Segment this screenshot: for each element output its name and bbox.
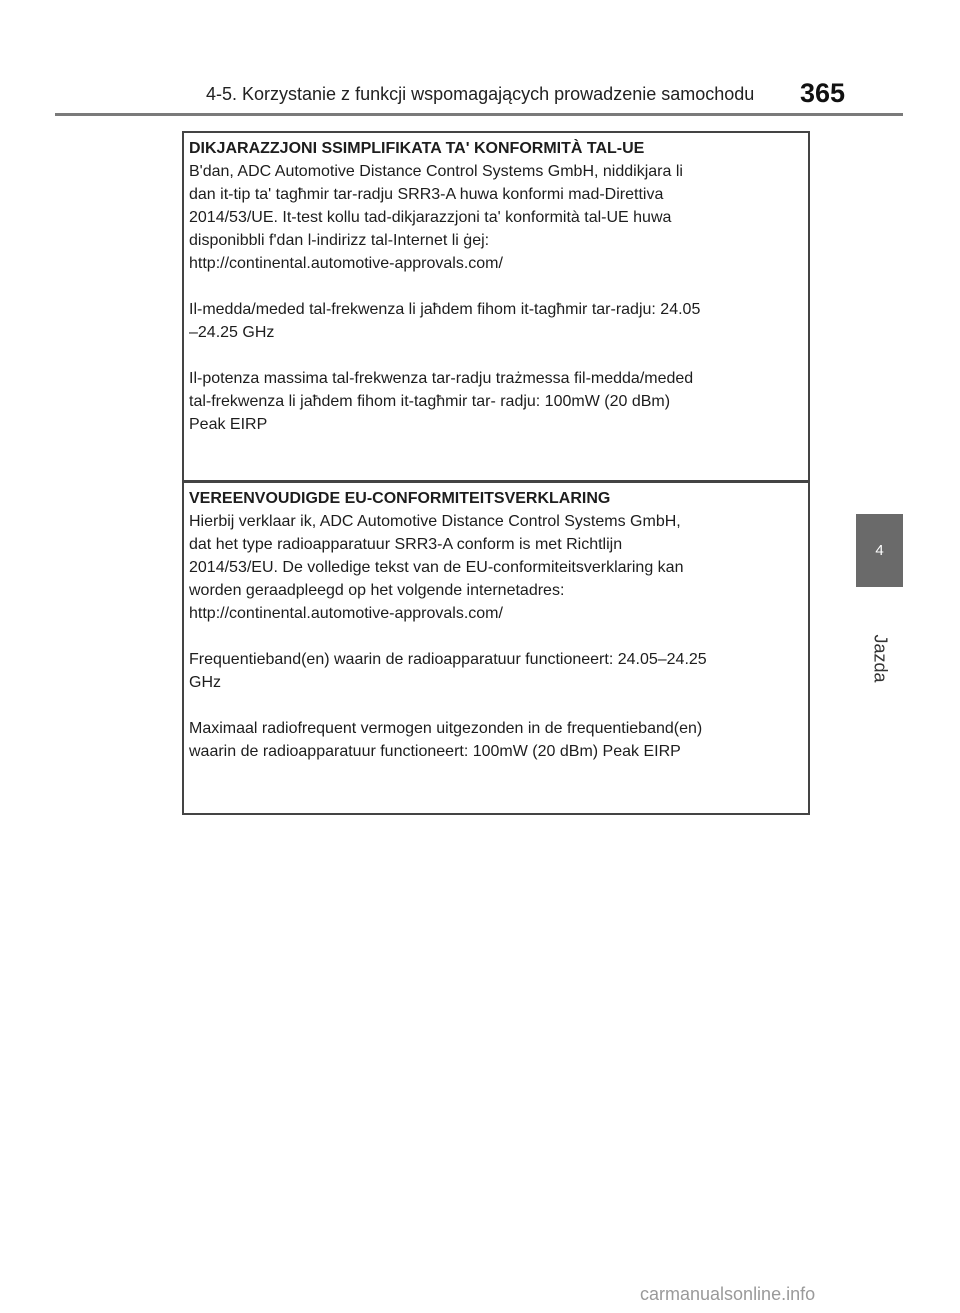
max-power-line: waarin de radioapparatuur functioneert: 100mW (20 dBm) Peak EIRP xyxy=(189,743,681,760)
declaration-line: 2014/53/UE. It-test kollu tad-dikjarazzjoni ta' konformità tal-UE huwa xyxy=(189,209,672,226)
declaration-heading-maltese: DIKJARAZZJONI SSIMPLIFIKATA TA' KONFORMITÀ TAL-UE xyxy=(189,140,645,157)
declaration-line: disponibbli f'dan l-indirizz tal-Internet li ġej: xyxy=(189,232,490,249)
page-number: 365 xyxy=(800,78,846,108)
declaration-line: worden geraadpleegd op het volgende internetadres: xyxy=(189,582,565,599)
declaration-heading-dutch: VEREENVOUDIGDE EU-CONFORMITEITSVERKLARING xyxy=(189,490,611,507)
declaration-line: 2014/53/EU. De volledige tekst van de EU-conformiteitsverklaring kan xyxy=(189,559,684,576)
declaration-box-dutch xyxy=(182,481,810,815)
page-header-title: 4-5. Korzystanie z funkcji wspomagających prowadzenie samochodu xyxy=(206,84,755,104)
declaration-url: http://continental.automotive-approvals.com/ xyxy=(189,605,503,622)
frequency-band-line: –24.25 GHz xyxy=(189,324,275,341)
declaration-line: dan it-tip ta' tagħmir tar-radju SRR3-A huwa konformi mad-Direttiva xyxy=(189,186,664,203)
max-power-line: Maximaal radiofrequent vermogen uitgezonden in de frequentieband(en) xyxy=(189,720,703,737)
chapter-tab: 4 xyxy=(856,514,903,587)
chapter-label-text: Jazda xyxy=(870,633,891,683)
max-power-line: Il-potenza massima tal-frekwenza tar-radju trażmessa fil-medda/meded xyxy=(189,370,694,387)
header-divider xyxy=(55,113,903,116)
declaration-url: http://continental.automotive-approvals.com/ xyxy=(189,255,503,272)
declaration-line: B'dan, ADC Automotive Distance Control Systems GmbH, niddikjara li xyxy=(189,163,683,180)
site-watermark: carmanualsonline.info xyxy=(640,1284,816,1304)
max-power-line: Peak EIRP xyxy=(189,416,268,433)
declaration-box-maltese xyxy=(182,131,810,482)
max-power-line: tal-frekwenza li jaħdem fihom it-tagħmir tar- radju: 100mW (20 dBm) xyxy=(189,393,671,410)
declaration-line: dat het type radioapparatuur SRR3-A conform is met Richtlijn xyxy=(189,536,623,553)
frequency-band-line: Il-medda/meded tal-frekwenza li jaħdem fihom it-tagħmir tar-radju: 24.05 xyxy=(189,301,701,318)
frequency-band-line: GHz xyxy=(189,674,221,691)
declaration-line: Hierbij verklaar ik, ADC Automotive Distance Control Systems GmbH, xyxy=(189,513,681,530)
frequency-band-line: Frequentieband(en) waarin de radioapparatuur functioneert: 24.05–24.25 xyxy=(189,651,707,668)
chapter-label xyxy=(852,628,908,688)
